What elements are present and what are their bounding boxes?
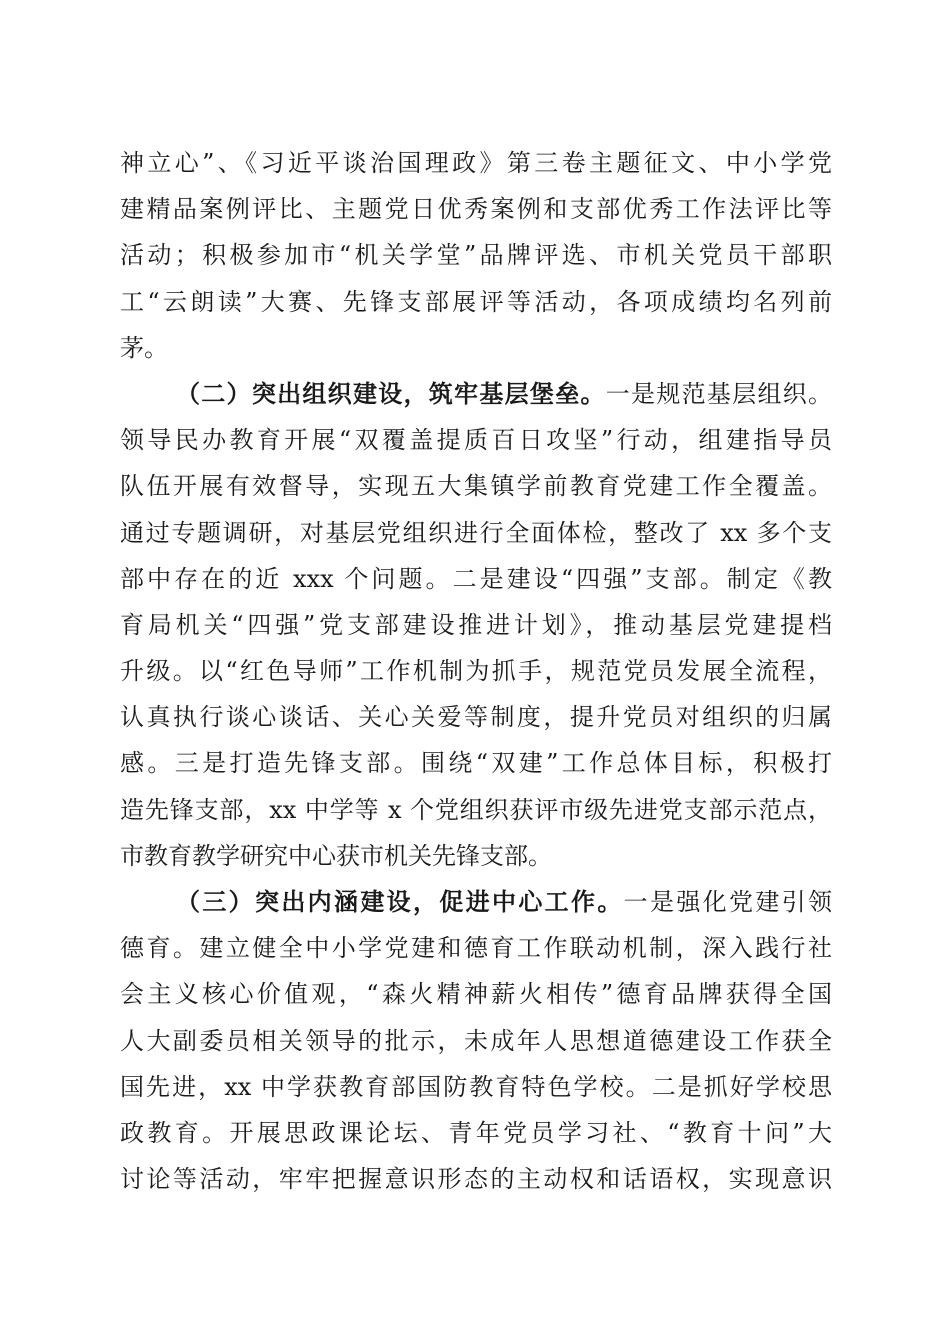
paragraph-first-line [120,879,832,925]
paragraph-line: 育局机关“四强”党支部建设推进计划》，推动基层党建提档 [120,610,832,639]
paragraph-line: 队伍开展有效督导，实现五大集镇学前教育党建工作全覆盖。 [120,472,832,501]
paragraph-line: 领导民办教育开展“双覆盖提质百日攻坚”行动，组建指导员 [120,426,832,455]
paragraph-first-line [120,371,832,417]
paragraph-line: 部中存在的近 xxx 个问题。二是建设“四强”支部。制定《教 [120,564,832,593]
paragraph-line: 国先进，xx 中学获教育部国防教育特色学校。二是抓好学校思 [120,1072,832,1101]
paragraph-line: 德育。建立健全中小学党建和德育工作联动机制，深入践行社 [120,934,832,963]
document-body [120,140,832,1202]
paragraph-line: 讨论等活动，牢牢把握意识形态的主动权和话语权，实现意识 [120,1165,832,1194]
paragraph-line: 通过专题调研，对基层党组织进行全面体检，整改了 xx 多个支 [120,518,832,547]
paragraph-line: 茅。 [120,333,168,362]
paragraph-line: 市教育教学研究中心获市机关先锋支部。 [120,841,552,870]
paragraph-line: 神立心”、《习近平谈治国理政》第三卷主题征文、中小学党 [120,149,832,177]
paragraph-line: 感。三是打造先锋支部。围绕“双建”工作总体目标，积极打 [120,749,832,778]
paragraph-line: 建精品案例评比、主题党日优秀案例和支部优秀工作法评比等 [120,195,832,224]
paragraph-text: 一是强化党建引领 [623,888,833,916]
paragraph-3 [120,879,832,1202]
paragraph-line: 工“云朗读”大赛、先锋支部展评等活动，各项成绩均名列前 [120,287,832,316]
paragraph-text: 一是规范基层组织。 [605,379,833,408]
section-heading: （三）突出内涵建设，促进中心工作。 [176,887,624,916]
paragraph-1 [120,140,832,371]
paragraph-line: 升级。以“红色导师”工作机制为抓手，规范党员发展全流程， [120,657,832,686]
paragraph-line: 会主义核心价值观，“森火精神薪火相传”德育品牌获得全国 [120,980,832,1009]
section-heading: （二）突出组织建设，筑牢基层堡垒。 [176,378,606,408]
paragraph-2 [120,371,832,879]
paragraph-line: 政教育。开展思政课论坛、青年党员学习社、“教育十问”大 [120,1118,832,1147]
paragraph-line: 人大副委员相关领导的批示，未成年人思想道德建设工作获全 [120,1026,832,1055]
paragraph-line: 造先锋支部，xx 中学等 x 个党组织获评市级先进党支部示范点， [120,795,832,824]
paragraph-line: 活动；积极参加市“机关学堂”品牌评选、市机关党员干部职 [120,241,832,270]
paragraph-line: 认真执行谈心谈话、关心关爱等制度，提升党员对组织的归属 [120,703,832,732]
